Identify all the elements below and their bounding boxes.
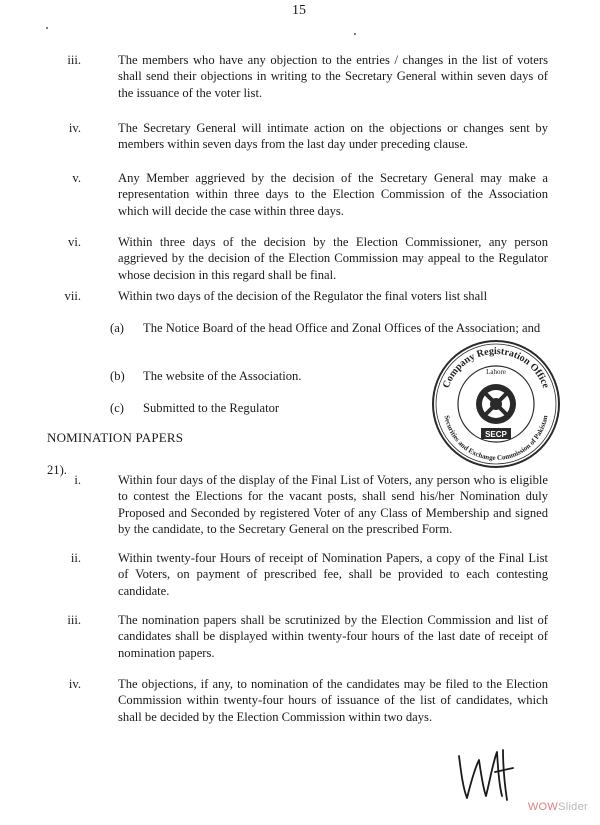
watermark-prefix: WOW bbox=[527, 800, 559, 813]
item-numeral: iii. bbox=[67, 53, 81, 67]
item-numeral: vi. bbox=[68, 235, 81, 249]
item-text: The members who have any objection to the entries / changes in the list of voters shall send their objections in writing to the Secretary General within seven days of the issuance of the voter list. bbox=[118, 53, 548, 100]
stamp-top-text: Company Registration Office bbox=[440, 345, 552, 390]
item-numeral: i. bbox=[74, 473, 81, 487]
subitem-label: (c) bbox=[110, 401, 124, 415]
item-numeral: iii. bbox=[67, 613, 81, 627]
item-text: The nomination papers shall be scrutinized by the Election Commission and list of candidates shall be displayed within twenty-four hours of the last date of receipt of nomination papers. bbox=[118, 613, 548, 660]
item-numeral: iv. bbox=[68, 121, 81, 135]
section-heading: NOMINATION PAPERS bbox=[47, 430, 184, 445]
signature bbox=[455, 742, 517, 804]
item-text: The objections, if any, to nomination of the candidates may be filed to the Election Commission within twenty-four hours of issuance of the list of candidates, which shall be decided by the Election Commission within two days. bbox=[118, 677, 548, 724]
stamp-abbrev: SECP bbox=[485, 430, 507, 439]
subitem-text: Submitted to the Regulator bbox=[143, 401, 280, 415]
stamp-bottom-text: Securities and Exchange Commission of Pakistan bbox=[442, 414, 550, 463]
subitem-label: (b) bbox=[110, 369, 125, 383]
item-numeral: iv. bbox=[68, 677, 81, 691]
item-text: Within four days of the display of the Final List of Voters, any person who is eligible to contest the Elections for the vacant posts, shall send his/her Nomination duly Proposed and Seconded by registered Voter of any Class of Membership and signed by the candidate, to the Secretary General on the prescribed Form. bbox=[118, 473, 548, 537]
subitem-text: The website of the Association. bbox=[143, 369, 302, 383]
item-text: Within two days of the decision of the Regulator the final voters list shall bbox=[118, 289, 488, 303]
registration-stamp bbox=[430, 338, 562, 470]
subitem-text: The Notice Board of the head Office and Zonal Offices of the Association; and bbox=[143, 321, 541, 335]
subitem-label: (a) bbox=[110, 321, 124, 335]
watermark-suffix: Slider bbox=[558, 800, 588, 813]
item-text: Within three days of the decision by the Election Commissioner, any person aggrieved by the decision of the Election Commission may appeal to the Regulator whose decision in this regard shall be final. bbox=[118, 235, 548, 282]
item-numeral: ii. bbox=[70, 551, 81, 565]
item-numeral: v. bbox=[72, 171, 81, 185]
page-number: 15 bbox=[292, 3, 306, 18]
watermark bbox=[528, 799, 588, 815]
scan-speck bbox=[354, 33, 356, 35]
scan-speck bbox=[46, 27, 48, 29]
item-text: The Secretary General will intimate action on the objections or changes sent by members within seven days from the last day under preceding clause. bbox=[118, 121, 548, 152]
item-text: Any Member aggrieved by the decision of the Secretary General may make a representation within three days to the Election Commission of the Association which will decide the case within three days. bbox=[118, 171, 548, 218]
clause-number: 21). bbox=[47, 463, 67, 477]
item-text: Within twenty-four Hours of receipt of Nomination Papers, a copy of the Final List of Voters, on payment of prescribed fee, shall be provided to each contesting candidate. bbox=[118, 551, 548, 598]
stamp-city: Lahore bbox=[486, 368, 506, 376]
item-numeral: vii. bbox=[64, 289, 81, 303]
